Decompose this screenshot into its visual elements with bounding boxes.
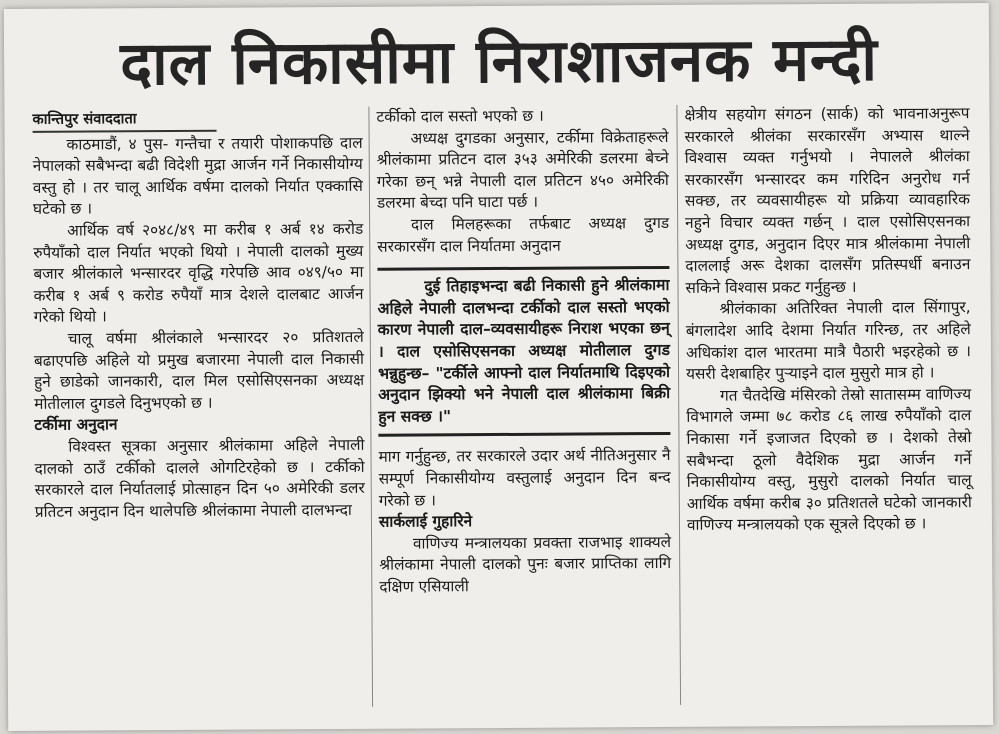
paragraph: आर्थिक वर्ष २०४८/४९ मा करीब १ अर्ब १४ करोड रुपैयाँको दाल निर्यात भएको थियो । नेपाली दालको मुख्य बजार श्रीलंकाले भन्सारदर वृद्धि गरेपछि आव ०४९/५० मा करीब १ अर्ब ९ करोड रुपैयाँ मात्र देशले दालबाट आर्जन गरेको थियो । bbox=[33, 219, 364, 327]
paragraph: विश्वस्त सूत्रका अनुसार श्रीलंकामा अहिले नेपाली दालको ठाउँ टर्कीको दालले ओगटिरहेको छ । टर्कीको सरकारले दाल निर्यातलाई प्रोत्साहन दिन ५० अमेरिकी डलर प्रतिटन अनुदान दिन थालेपछि श्रीलंकामा नेपाली दालभन्दा bbox=[34, 435, 365, 521]
paragraph: वाणिज्य मन्त्रालयका प्रवक्ता राजभाइ शाक्यले श्रीलंकामा नेपाली दालको पुनः बजार प्राप्तिका लागि दक्षिण एसियाली bbox=[379, 532, 672, 596]
column-2 bbox=[376, 105, 671, 598]
paragraph: गत चैतदेखि मंसिरको तेस्रो सातासम्म वाणिज्य विभागले जम्मा ७८ करोड ८६ लाख रुपैयाँको दाल निकासा गर्ने इजाजत दिएको छ । देशको तेस्रो सबैभन्दा ठूलो वैदेशिक मुद्रा आर्जन गर्ने निकासीयोग्य वस्तु, मुसुरो दालको निर्यात चालू आर्थिक वर्षमा करीब ३० प्रतिशतले घटेको जानकारी वाणिज्य मन्त्रालयको एक सूत्रले दिएको छ । bbox=[686, 384, 972, 535]
subheading: सार्कलाई गुहारिने bbox=[378, 512, 473, 531]
paragraph: माग गर्नुहुन्छ, तर सरकारले उदार अर्थ नीतिअनुसार नै सम्पूर्ण निकासीयोग्य वस्तुलाई अनुदान दिन बन्द गरेको छ । bbox=[378, 446, 671, 510]
byline: कान्तिपुर संवाददाता bbox=[32, 108, 216, 133]
column-3 bbox=[684, 103, 972, 537]
paragraph: अध्यक्ष दुगडका अनुसार, टर्कीमा विक्रेताहरूले श्रीलंकामा प्रतिटन दाल ३५३ अमेरिकी डलरमा बेच्ने गरेका छन् भन्ने नेपाली दाल प्रतिटन ४५० अमेरिकी डलरमा बेच्दा पनि घाटा पर्छ । bbox=[376, 127, 669, 213]
paragraph: श्रीलंकाका अतिरिक्त नेपाली दाल सिंगापुर, बंगलादेश आदि देशमा निर्यात गरिन्छ, तर अहिले अधिकांश दाल भारतमा मात्रै पैठारी भइरहेको छ । यसरी देशबाहिर पुऱ्याइने दाल मुसुरो मात्र हो । bbox=[685, 298, 971, 383]
paragraph: दाल मिलहरूका तर्फबाट अध्यक्ष दुगड सरकारसँग दाल निर्यातमा अनुदान bbox=[377, 213, 670, 256]
column-divider bbox=[676, 105, 681, 705]
column-1 bbox=[32, 107, 365, 523]
newspaper-clipping bbox=[4, 3, 993, 731]
headline: दाल निकासीमा निराशाजनक मन्दी bbox=[120, 24, 879, 100]
paragraph: काठमाडौं, ४ पुस- गन्तैचा र तयारी पोशाकपछि दाल नेपालको सबैभन्दा बढी विदेशी मुद्रा आर्जन गर्ने निकासीयोग्य वस्तु हो । तर चालू आर्थिक वर्षमा दालको निर्यात एक्कासि घटेको छ । bbox=[32, 133, 363, 219]
paragraph: क्षेत्रीय सहयोग संगठन (सार्क) को भावनाअनुरूप सरकारले श्रीलंका सरकारसँग अभ्यास थाल्ने विश्वास व्यक्त गर्नुभयो । नेपालले श्रीलंका सरकारसँग भन्सारदर कम गरिदिन अनुरोध गर्न सक्छ, तर व्यवसायीहरू यो प्रक्रिया व्यावहारिक नहुने विचार व्यक्त गर्छन् । दाल एसोसिएसनका अध्यक्ष दुगड, अनुदान दिएर मात्र श्रीलंकामा नेपाली दाललाई अरू देशका दालसँग प्रतिस्पर्धी बनाउन सकिने विश्वास प्रकट गर्नुहुन्छ । bbox=[684, 104, 971, 297]
paragraph: चालू वर्षमा श्रीलंकाले भन्सारदर २० प्रतिशतले बढाएपछि अहिले यो प्रमुख बजारमा नेपाली दाल निकासी हुने छाडेको जानकारी, दाल मिल एसोसिएसनका अध्यक्ष मोतीलाल दुगडले दिनुभएको छ । bbox=[33, 327, 365, 413]
subheading: टर्कीमा अनुदान bbox=[34, 415, 118, 435]
paragraph: टर्कीको दाल सस्तो भएको छ । bbox=[376, 106, 544, 126]
pull-quote-text: दुई तिहाइभन्दा बढी निकासी हुने श्रीलंकामा अहिले नेपाली दालभन्दा टर्कीको दाल सस्तो भएको कारण नेपाली दाल–व्यवसायीहरू निराश भएका छन् । दाल एसोसिएसनका अध्यक्ष मोतीलाल दुगड भन्नुहुन्छ– "टर्कीले आफ्नो दाल निर्यातमाथि दिइएको अनुदान झिक्यो भने नेपाली दाल श्रीलंकामा बिक्री हुन सक्छ ।" bbox=[377, 276, 671, 426]
pull-quote bbox=[377, 266, 670, 437]
column-divider bbox=[368, 107, 373, 707]
